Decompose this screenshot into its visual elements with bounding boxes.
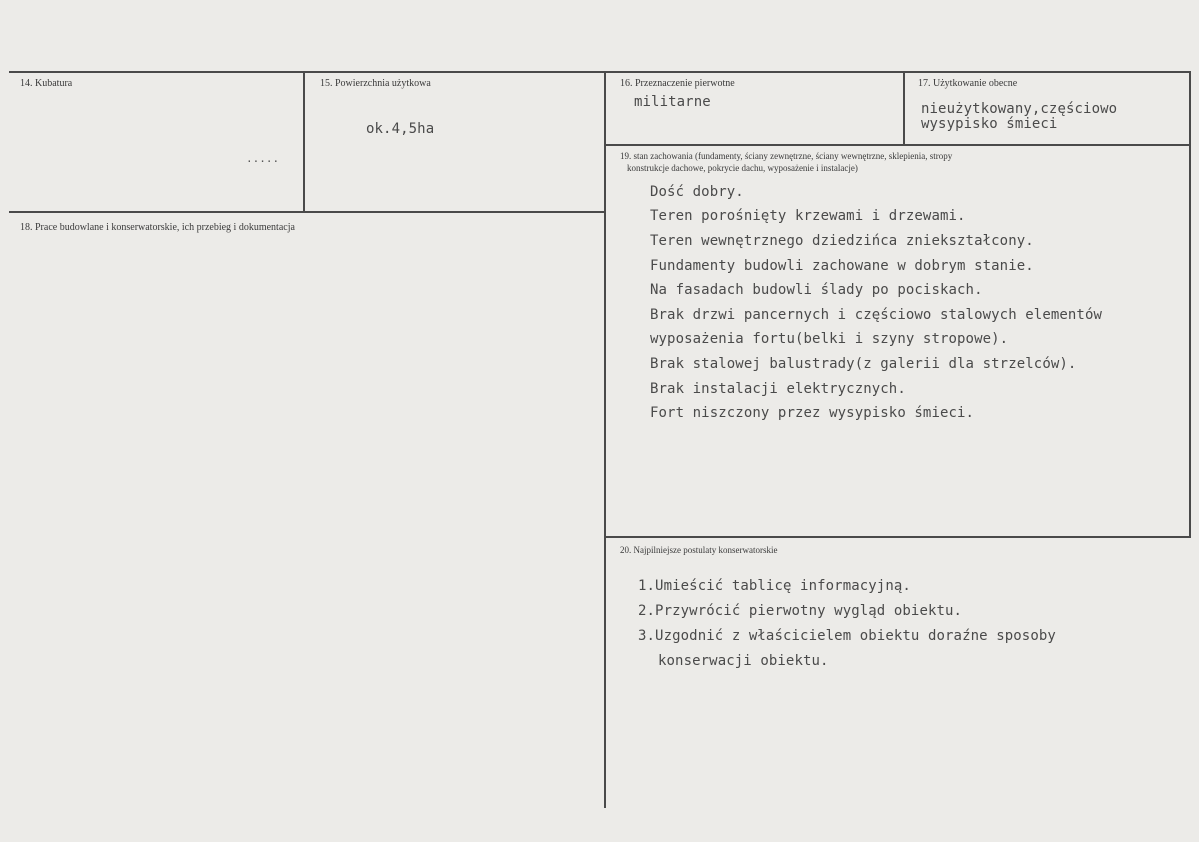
field-20-line: 1.Umieścić tablicę informacyjną. [638,578,911,594]
field-15-label: 15. Powierzchnia użytkowa [320,78,431,89]
top-rule [9,71,1191,73]
field-14-dots: ..... [246,152,280,165]
right-edge-rule [1189,72,1191,538]
field-18-label: 18. Prace budowlane i konserwatorskie, ich przebieg i dokumentacja [20,222,295,233]
field-17-line: nieużytkowany,częściowo [921,101,1118,117]
field-15-value: ok.4,5ha [366,121,435,137]
field-19-line: Brak instalacji elektrycznych. [650,381,906,397]
field-19-line: wyposażenia fortu(belki i szyny stropowe). [650,331,1009,347]
field-19-line: Brak drzwi pancernych i częściowo stalowych elementów [650,307,1103,323]
field-19-line: Teren porośnięty krzewami i drzewami. [650,208,966,224]
field-19-line: Fort niszczony przez wysypisko śmieci. [650,405,975,421]
field-16-label: 16. Przeznaczenie pierwotne [620,78,735,89]
field-17-line: wysypisko śmieci [921,116,1058,132]
rule-under-19 [605,536,1191,538]
field-20-line: konserwacji obiektu. [658,653,829,669]
field-20-line: 2.Przywrócić pierwotny wygląd obiektu. [638,603,963,619]
divider-14-15 [303,72,305,212]
field-14-label: 14. Kubatura [20,78,73,89]
field-19-label: 19. stan zachowania (fundamenty, ściany zewnętrzne, ściany wewnętrzne, sklepienia, stropy [620,151,953,161]
field-19-line: Fundamenty budowli zachowane w dobrym stanie. [650,258,1034,274]
field-19-line: Dość dobry. [650,184,744,200]
divider-main [604,72,606,808]
field-16-value: militarne [634,94,711,110]
rule-under-14-15 [9,211,605,213]
divider-16-17 [903,72,905,145]
field-19-label-cont: konstrukcje dachowe, pokrycie dachu, wyposażenie i instalacje) [627,163,858,173]
field-20-line: 3.Uzgodnić z właścicielem obiektu doraźne sposoby [638,628,1056,644]
field-19-line: Brak stalowej balustrady(z galerii dla strzelców). [650,356,1077,372]
rule-under-16-17 [605,144,1191,146]
field-20-label: 20. Najpilniejsze postulaty konserwatorskie [620,545,778,555]
field-17-label: 17. Użytkowanie obecne [918,78,1018,89]
field-19-line: Na fasadach budowli ślady po pociskach. [650,282,983,298]
field-19-line: Teren wewnętrznego dziedzińca zniekształcony. [650,233,1034,249]
